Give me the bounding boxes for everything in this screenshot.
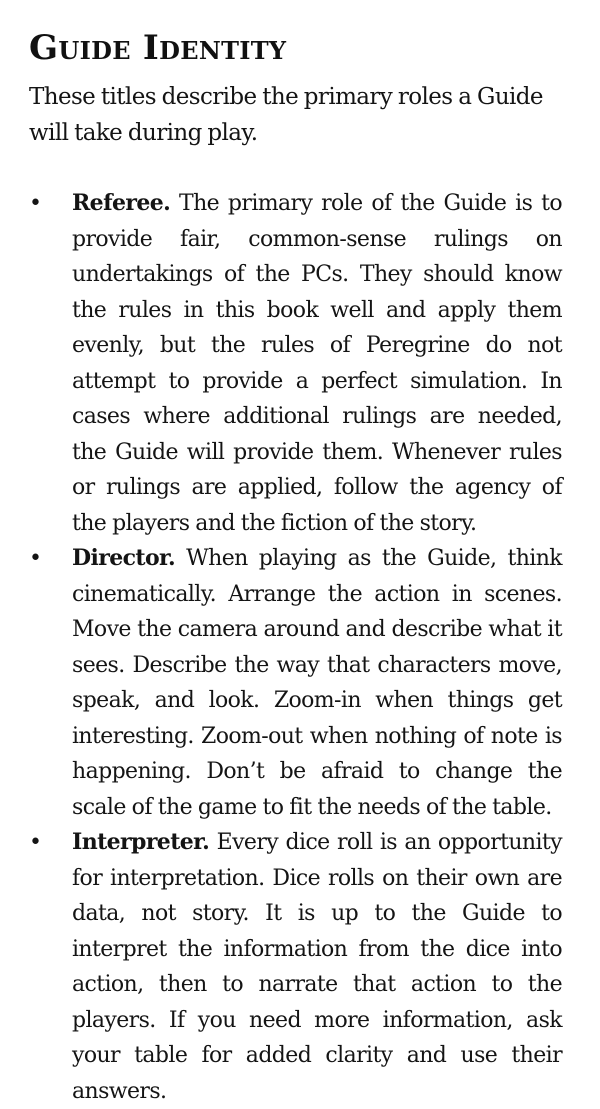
list-item-interpreter [29, 825, 562, 1109]
bullet-icon: • [29, 546, 42, 571]
role-description: When playing as the Guide, think cinematically. Arrange the action in scenes. Move the camera around and describe what it sees. Describe the way that characters move, speak, and look. Zoom-in when things get interesting. Zoom-out when nothing of note is happening. Don’t be afraid to change the scale of the game to fit the needs of the table. [72, 546, 562, 820]
list-item-director [29, 541, 562, 825]
bullet-icon: • [29, 191, 42, 216]
role-description: The primary role of the Guide is to provide fair, common-sense rulings on undertakings of the PCs. They should know the rules in this book well and apply them evenly, but the rules of Peregrine do not attempt to provide a perfect simulation. In cases where additional rulings are needed, the Guide will provide them. Whenever rules or rulings are applied, follow the agency of the players and the fiction of the story. [72, 191, 562, 536]
role-description: Every dice roll is an opportunity for interpretation. Dice rolls on their own are data, not story. It is up to the Guide to interpret the information from the dice into action, then to narrate that action to the players. If you need more information, ask your table for added clarity and use their answers. [72, 830, 562, 1104]
section-heading: Guide Identity [29, 28, 287, 68]
roles-list [29, 186, 562, 1109]
list-item-referee [29, 186, 562, 541]
role-term: Interpreter. [72, 829, 210, 855]
bullet-icon: • [29, 830, 42, 855]
section-intro: These titles describe the primary roles a Guide will take during play. [29, 84, 543, 146]
role-term: Referee. [72, 190, 171, 216]
role-term: Director. [72, 545, 176, 571]
